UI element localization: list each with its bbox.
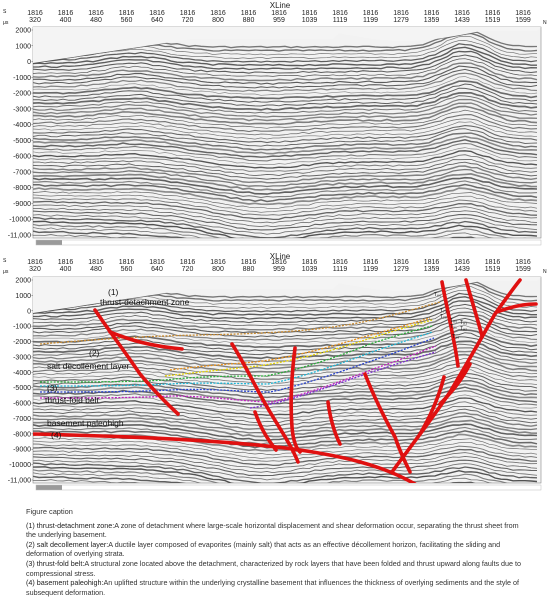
y-tick: -11,000: [7, 477, 31, 485]
x-tick-bottom: 480: [90, 266, 102, 273]
axis-title-xline: XLine: [269, 1, 291, 10]
horizon-tag: T₇₀: [440, 314, 447, 320]
x-tick-bottom: 640: [151, 17, 163, 24]
figure-caption: [26, 507, 526, 597]
x-tick-top: 1816: [88, 259, 104, 266]
caption-term: (3) thrust-fold belt:: [26, 558, 85, 568]
x-tick-top: 1816: [27, 10, 43, 17]
zone4-label: basement paleohigh: [47, 418, 124, 428]
x-tick-bottom: 1599: [515, 17, 531, 24]
y-tick: 1000: [15, 43, 31, 51]
caption-item: [26, 540, 526, 559]
y-tick: 2000: [15, 277, 31, 285]
x-tick-bottom: 1439: [454, 266, 470, 273]
x-tick-bottom: 320: [29, 17, 41, 24]
caption-term: (4) basement paleohigh:: [26, 578, 104, 588]
x-tick-bottom: 560: [120, 266, 133, 273]
corner-top-label: S: [3, 9, 7, 15]
x-tick-bottom: 1359: [423, 17, 440, 24]
y-tick: -2000: [13, 339, 31, 347]
horizon-tag: T₆₀: [434, 292, 442, 298]
y-tick: 0: [27, 59, 31, 67]
y-axis-ticks: [8, 28, 33, 240]
horizon-tag: T₈₃: [460, 320, 468, 326]
x-tick-bottom: 480: [90, 17, 102, 24]
x-tick-top: 1816: [179, 10, 196, 17]
x-tick-top: 1816: [454, 259, 470, 266]
y-tick: -6000: [13, 153, 31, 161]
y-tick: -7000: [13, 415, 31, 423]
y-tick: -5000: [13, 385, 31, 393]
corner-right-label: N: [543, 20, 547, 26]
x-tick-top: 1816: [149, 10, 165, 17]
x-tick-bottom: 1599: [515, 266, 531, 273]
x-tick-bottom: 1199: [362, 17, 379, 24]
x-tick-bottom: 1039: [301, 17, 318, 24]
caption-item: [26, 521, 526, 540]
x-tick-bottom: 959: [273, 17, 285, 24]
x-tick-bottom: 1519: [484, 17, 501, 24]
corner-bottom-label: μs: [3, 269, 9, 275]
y-tick: -7000: [13, 169, 31, 177]
x-tick-top: 1816: [423, 10, 440, 17]
caption-title: Figure caption: [26, 507, 73, 516]
x-tick-top: 1816: [393, 259, 409, 266]
y-tick: -10000: [9, 216, 31, 224]
corner-top-label: S: [3, 258, 7, 264]
x-tick-top: 1816: [179, 259, 196, 266]
y-tick: -8000: [13, 431, 31, 439]
x-tick-top: 1816: [484, 259, 501, 266]
x-tick-bottom: 880: [242, 266, 255, 273]
caption-text: An uplifted structure within the underlying crystalline basement that influences the thickness of overlying sediments and the style of subsequent deformation.: [26, 578, 520, 597]
seismic-section-top: [0, 0, 550, 252]
caption-item: [26, 578, 526, 597]
x-tick-top: 1816: [484, 10, 501, 17]
zone3-label: thrust-fold belt: [45, 395, 99, 405]
caption-text: A zone of detachment where large-scale horizontal displacement and shear deformation occur, separating the thrust sheet from the underlying basement.: [26, 520, 519, 540]
x-tick-bottom: 880: [242, 17, 255, 24]
x-tick-top: 1816: [210, 10, 226, 17]
x-tick-top: 1816: [210, 259, 226, 266]
x-tick-top: 1816: [362, 259, 379, 266]
y-tick: -1000: [13, 323, 31, 331]
y-tick: -4000: [13, 369, 31, 377]
x-tick-bottom: 959: [273, 266, 285, 273]
x-tick-top: 1816: [301, 259, 318, 266]
horizon-tag: T₇₀: [440, 308, 447, 314]
x-tick-top: 1816: [423, 259, 440, 266]
scrollbar-track[interactable]: [36, 240, 541, 245]
x-axis-ticks: [27, 259, 531, 273]
x-tick-bottom: 400: [59, 17, 72, 24]
axis-title-xline: XLine: [269, 252, 291, 261]
caption-text: A structural zone located above the detachment, characterized by rock layers that have been folded and thrust upward along faults due to compressional stress.: [26, 558, 522, 578]
x-tick-bottom: 1119: [332, 17, 348, 24]
x-tick-bottom: 1279: [393, 266, 409, 273]
y-tick: -6000: [13, 400, 31, 408]
y-axis-ticks: [8, 278, 33, 485]
x-tick-top: 1816: [149, 259, 165, 266]
caption-item: [26, 559, 526, 578]
zone1-label: thrust-detachment zone: [100, 297, 190, 307]
caption-term: (2) salt decollement layer:: [26, 539, 109, 549]
caption-term: (1) thrust-detachment zone:: [26, 520, 115, 530]
seismic-section-interpreted: [0, 252, 550, 492]
x-tick-top: 1816: [118, 259, 135, 266]
y-tick: -9000: [13, 446, 31, 454]
x-tick-top: 1816: [57, 259, 74, 266]
y-tick: -9000: [13, 200, 31, 208]
x-tick-bottom: 800: [212, 266, 224, 273]
zone4-number: (4): [51, 430, 62, 440]
y-tick: -8000: [13, 185, 31, 193]
zone2-number: (2): [89, 348, 100, 358]
x-tick-bottom: 1039: [301, 266, 318, 273]
y-tick: -3000: [13, 354, 31, 362]
y-tick: 2000: [15, 27, 31, 35]
x-tick-bottom: 1519: [484, 266, 501, 273]
corner-right-label: N: [543, 269, 547, 275]
x-tick-bottom: 720: [181, 17, 194, 24]
seismic-section-interpreted-svg: [0, 252, 550, 492]
horizon-tag: T₈₁: [450, 324, 457, 330]
y-tick: -2000: [13, 90, 31, 98]
horizon-tag: T₈₉: [452, 334, 460, 340]
x-tick-bottom: 640: [151, 266, 163, 273]
horizon-tag: T₈₂: [460, 326, 468, 332]
y-tick: 1000: [15, 292, 31, 300]
caption-text: A ductile layer composed of evaporites (mainly salt) that acts as an effective décollement horizon, facilitating the sliding and deformation of overlying strata.: [26, 539, 501, 559]
x-tick-bottom: 1359: [423, 266, 440, 273]
x-tick-top: 1816: [362, 10, 379, 17]
scroll-thumb[interactable]: [36, 240, 62, 245]
x-tick-bottom: 1119: [332, 266, 348, 273]
x-tick-bottom: 320: [29, 266, 41, 273]
zone3-number: (3): [47, 383, 58, 393]
x-tick-bottom: 560: [120, 17, 133, 24]
scroll-thumb[interactable]: [36, 485, 62, 490]
x-tick-top: 1816: [332, 259, 348, 266]
x-tick-bottom: 1439: [454, 17, 470, 24]
x-tick-top: 1816: [515, 259, 531, 266]
y-tick: -3000: [13, 106, 31, 114]
zone1-number: (1): [108, 287, 119, 297]
y-tick: 0: [27, 308, 31, 316]
seismic-section-top-svg: [0, 0, 550, 252]
x-tick-top: 1816: [240, 259, 257, 266]
x-axis-ticks: [27, 10, 531, 24]
horizon-tag: T₈₀: [450, 318, 458, 324]
x-tick-top: 1816: [271, 259, 287, 266]
x-tick-top: 1816: [118, 10, 135, 17]
y-tick: -4000: [13, 122, 31, 130]
x-tick-top: 1816: [57, 10, 74, 17]
x-tick-top: 1816: [271, 10, 287, 17]
corner-bottom-label: μs: [3, 20, 9, 26]
x-tick-top: 1816: [515, 10, 531, 17]
x-tick-top: 1816: [454, 10, 470, 17]
x-tick-top: 1816: [240, 10, 257, 17]
zone2-label: salt decollement layer: [47, 361, 130, 371]
y-tick: -10000: [9, 462, 31, 470]
x-tick-bottom: 1279: [393, 17, 409, 24]
x-tick-top: 1816: [88, 10, 104, 17]
x-tick-bottom: 720: [181, 266, 194, 273]
x-tick-top: 1816: [393, 10, 409, 17]
x-tick-bottom: 1199: [362, 266, 379, 273]
y-tick: -11,000: [7, 232, 31, 240]
scrollbar-track[interactable]: [36, 485, 541, 490]
y-tick: -5000: [13, 137, 31, 145]
x-tick-bottom: 800: [212, 17, 224, 24]
y-tick: -1000: [13, 74, 31, 82]
x-tick-bottom: 400: [59, 266, 72, 273]
x-tick-top: 1816: [27, 259, 43, 266]
x-tick-top: 1816: [301, 10, 318, 17]
x-tick-top: 1816: [332, 10, 348, 17]
